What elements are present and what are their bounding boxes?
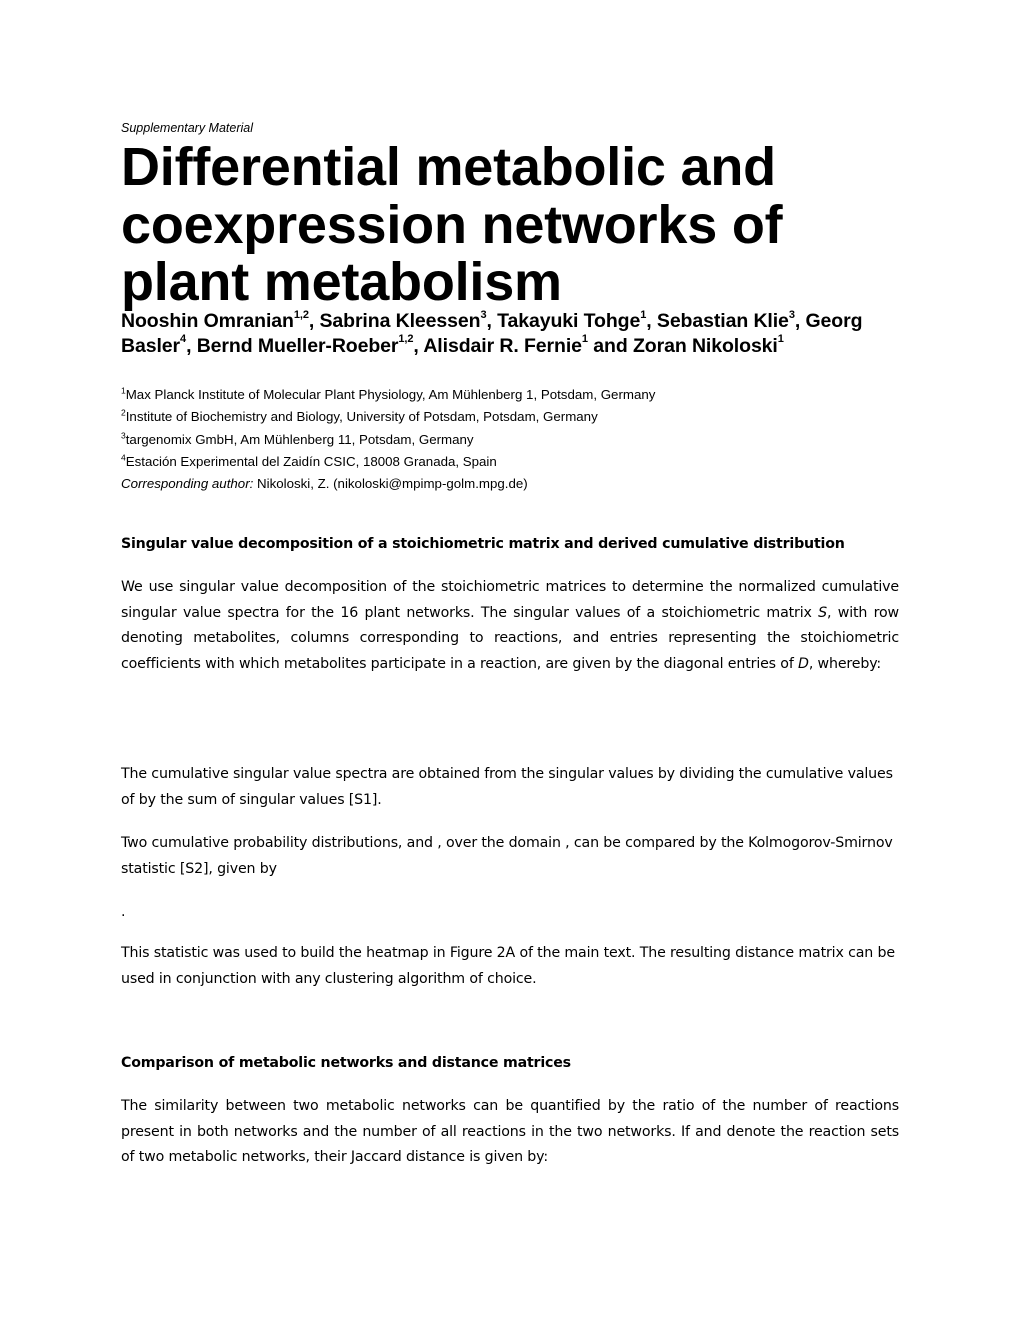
author: Sebastian Klie$^3$, — [656, 308, 806, 332]
equation-terminator: . — [121, 904, 126, 920]
author: Alisdair R. Fernie$^1$ and — [423, 333, 633, 357]
paper-title: Differential metabolic and coexpression networks of plant metabolism — [121, 137, 783, 312]
author: Takayuki Tohge$^1$, — [497, 308, 657, 332]
author: Georg Basler$^4$, — [121, 310, 863, 357]
paragraph: This statistic was used to build the heatmap in Figure 2A of the main text. The resulting distance matrix can be used in conjunction with any clustering algorithm of choice. — [121, 945, 895, 987]
author: Sabrina Kleessen$^3$, — [319, 308, 498, 332]
author-list — [121, 309, 899, 358]
affiliations — [121, 384, 655, 495]
supplementary-label: Supplementary Material — [121, 121, 254, 135]
paragraph: The similarity between two metabolic networks can be quantified by the ratio of the number of reactions present in both networks and the number of all reactions in the two networks. If and denote the reaction sets of two metabolic networks, their Jaccard distance is given by: — [121, 1098, 899, 1166]
author: Bernd Mueller-Roeber$^{1,2}$, — [196, 333, 424, 357]
corresponding-email: Nikoloski, Z. (nikoloski@mpimp-golm.mpg.de) — [257, 476, 528, 492]
author: Nooshin Omranian$^{1,2}$, — [121, 308, 320, 332]
affiliation: $^4$Estación Experimental del Zaidín CSIC, 18008 Granada, Spain — [121, 452, 497, 469]
section-heading-comparison: Comparison of metabolic networks and distance matrices — [121, 1055, 571, 1071]
author: Zoran Nikoloski$^1$ — [632, 333, 784, 357]
section-heading-svd: Singular value decomposition of a stoichiometric matrix and derived cumulative distribution — [121, 536, 845, 552]
affiliation: $^2$Institute of Biochemistry and Biology, University of Potsdam, Potsdam, Germany — [121, 407, 598, 425]
paragraph: Two cumulative probability distributions, and , over the domain , can be compared by the Kolmogorov-Smirnov statistic [S2], given by — [121, 835, 893, 877]
affiliation: $^1$Max Planck Institute of Molecular Plant Physiology, Am Mühlenberg 1, Potsdam, Germany — [121, 385, 656, 402]
affiliation: $^3$targenomix GmbH, Am Mühlenberg 11, Potsdam, Germany — [121, 430, 474, 447]
paragraph: We use singular value decomposition of the stoichiometric matrices to determine the normalized cumulative singular value spectra for the 16 plant networks. The singular values of a stoichiometric matrix S, with row denoting metabolites, columns corresponding to reactions, and entries representing the stoichiometric coefficients with which metabolites participate in a reaction, are given by the diagonal entries of D, whereby: — [121, 579, 899, 672]
paragraph: The cumulative singular value spectra are obtained from the singular values by dividing the cumulative values of by the sum of singular values [S1]. — [121, 766, 893, 808]
corresponding-author: Corresponding author: Nikoloski, Z. (nikoloski@mpimp-golm.mpg.de) — [121, 476, 528, 492]
